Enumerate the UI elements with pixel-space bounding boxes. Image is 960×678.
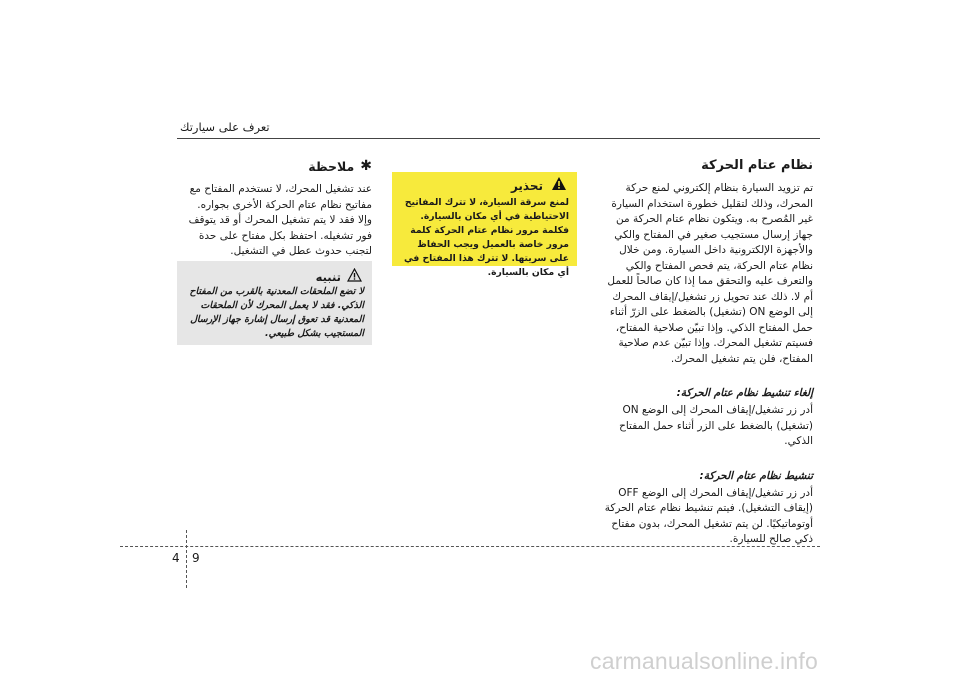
warning-triangle-icon — [551, 176, 567, 195]
caution-title: تنبيه — [315, 269, 341, 284]
warning-box — [392, 172, 577, 278]
page-number-divider — [186, 530, 187, 588]
caution-text: لا تضع الملحقات المعدنية بالقرب من المفتاح الذكي. فقد لا يعمل المحرك لأن الملحقات المعدنية قد تعوق إرسال إشارة جهاز الإرسال المستجيب بشكل طبيعي. — [189, 286, 364, 339]
immobilizer-section — [595, 158, 813, 548]
warning-title: تحذير — [510, 178, 543, 193]
section-body: تم تزويد السيارة بنظام إلكتروني لمنع حركة المحرك، وذلك لتقليل خطورة استخدام السيارة غير المُصرح به. ويتكون نظام عتام الحركة من جهاز إرسال مستجيب صغير في المفتاح والكي والأجهزة الإلكترونية داخل السيارة. ومن خلال نظام عتام الحركة، يتم فحص المفتاح والكي والتعرف عليه والتحقق مما إذا كان صالحاً للعمل أم لا. ذلك عند تحويل زر تشغيل/إيقاف المحرك إلى الوضع ON (تشغيل) بالضغط على الزرّ أثناء حمل المفتاح الذكي. وإذا تبيّن صلاحية المفتاح، فسيتم تشغيل المحرك. وإذا تبيّن عدم صلاحية المفتاح، فلن يتم تشغيل المحرك. — [607, 182, 813, 365]
note-header — [180, 158, 372, 174]
note-section — [180, 158, 372, 260]
note-title: ملاحظة — [308, 158, 355, 174]
page-header-title: تعرف على سيارتك — [180, 120, 270, 134]
caution-header — [316, 267, 362, 286]
header-divider — [177, 138, 820, 139]
warning-header — [511, 176, 567, 195]
chapter-number: 4 — [172, 551, 180, 565]
page-number: 9 — [192, 551, 200, 565]
enable-title: تنشيط نظام عتام الحركة: — [699, 469, 813, 482]
watermark: carmanualsonline.info — [590, 648, 818, 674]
enable-text: أدر زر تشغيل/إيقاف المحرك إلى الوضع OFF (إيقاف التشغيل). فيتم تنشيط نظام عتام الحركة أوتوماتيكيًا. لن يتم تشغيل المحرك، بدون مفتاح ذكي صالح للسيارة. — [604, 486, 813, 545]
caution-triangle-icon — [347, 267, 362, 286]
caution-box — [177, 261, 372, 345]
asterisk-icon: ✱ — [360, 158, 372, 174]
note-text: عند تشغيل المحرك، لا تستخدم المفتاح مع مفاتيح نظام عتام الحركة الأخرى بجواره. وإلا فقد لا يتم تشغيل المحرك أو قد يتوقف فور تشغيله. احتفظ بكل مفتاح على حدة لتجنب حدوث عطل في التشغيل. — [188, 183, 372, 257]
disable-title: إلغاء تنشيط نظام عتام الحركة: — [676, 387, 813, 399]
footer-divider — [120, 546, 820, 547]
disable-text: أدر زر تشغيل/إيقاف المحرك إلى الوضع ON (تشغيل) بالضغط على الزر أثناء حمل المفتاح الذكي. — [619, 404, 813, 447]
section-title: نظام عتام الحركة — [701, 158, 813, 173]
warning-text: لمنع سرقة السيارة، لا تترك المفاتيح الاحتياطية في أي مكان بالسيارة. فكلمة مرور نظام عتام الحركة كلمة مرور خاصة بالعميل ويجب الحفاظ على سريتها. لا تترك هذا المفتاح في أي مكان بالسيارة. — [404, 197, 569, 278]
